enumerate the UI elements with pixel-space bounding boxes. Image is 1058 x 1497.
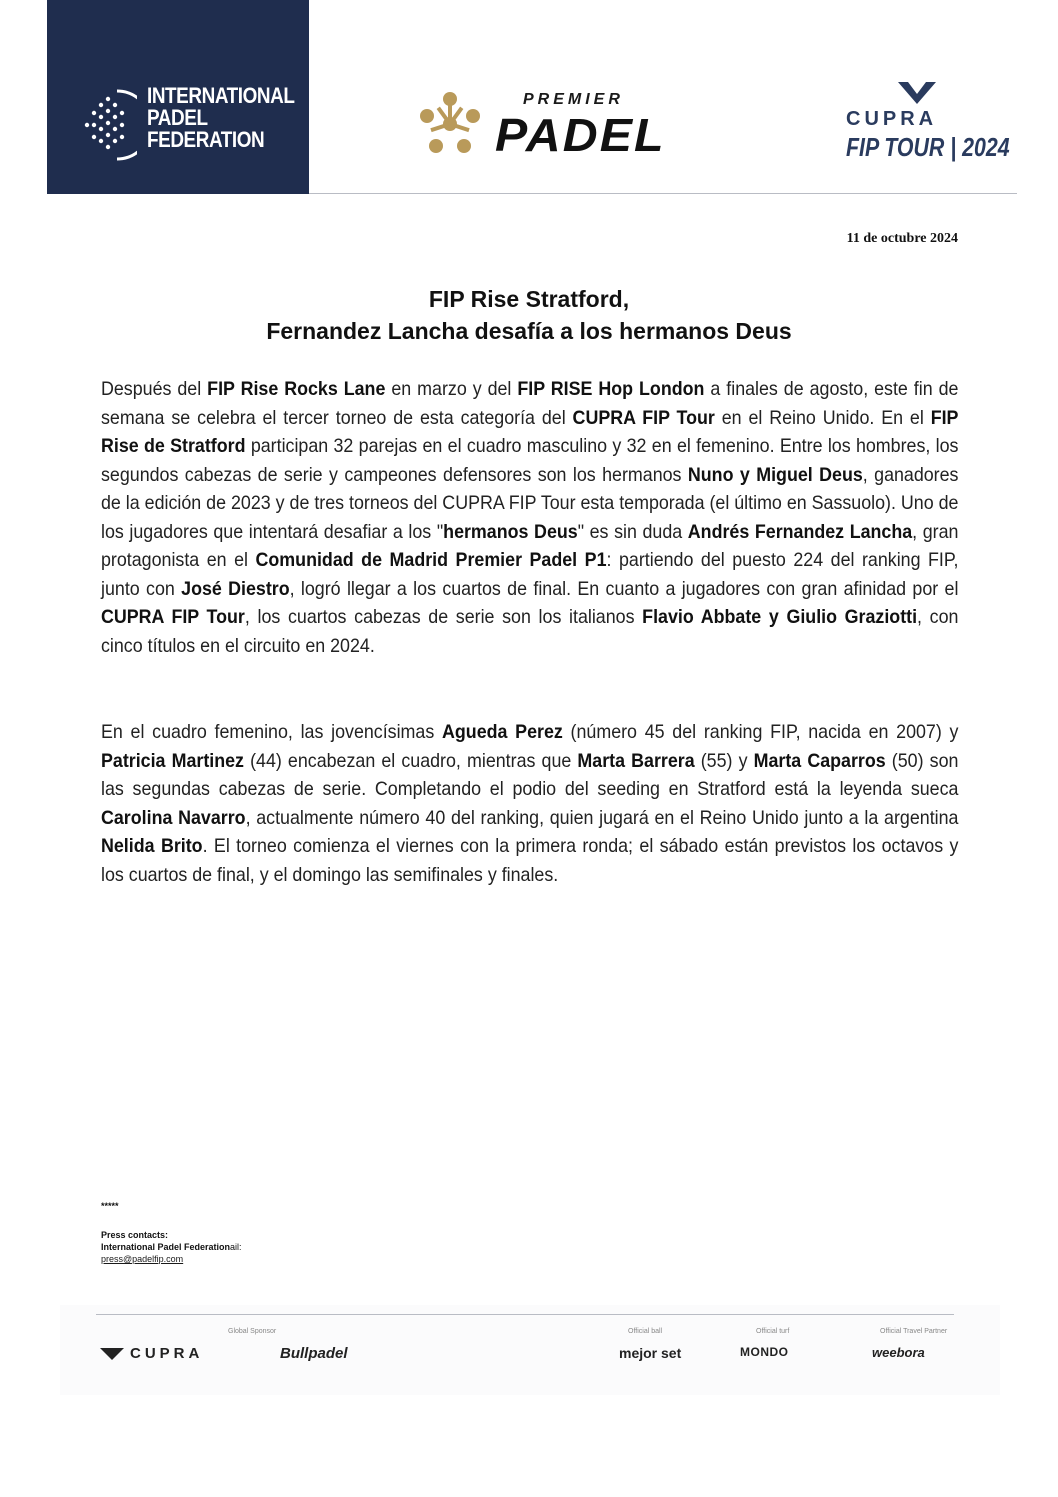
headline-line-2: Fernandez Lancha desafía a los hermanos Deus [266,318,792,344]
text-run: Después del [101,379,208,400]
press-org-suffix: ail: [230,1242,242,1252]
press-email-link[interactable]: press@padelfip.com [101,1254,184,1264]
premier-padel-logo [417,88,717,160]
press-contacts-heading: Press contacts: [101,1230,169,1240]
bold-run: Nuno y Miguel Deus [687,464,863,486]
text-run: (44) encabezan el cuadro, mientras que [243,750,578,772]
text-run: , ganadores de la edición de 2023 y de tres torneos del CUPRA FIP Tour esta temporada (el último en Sassuolo). Uno de los jugadores que intentará desafiar a los " [101,464,959,543]
cupra-sponsor-logo [100,1345,203,1362]
body-paragraph-2 [101,719,958,890]
bold-run: Marta Barrera [577,750,695,772]
text-run: (número 45 del ranking FIP, nacida en 2007) y [562,722,959,743]
ipf-wordmark [147,85,295,151]
body-paragraph-1 [101,376,958,661]
text-run: , actualmente número 40 del ranking, quien jugará en el Reino Unido junto a la argentina [245,807,959,829]
bold-run: José Diestro [181,578,290,600]
cupra-fip-tour-logo [840,80,1010,170]
bold-run: Nelida Brito [101,836,203,857]
header-divider [309,193,1017,194]
text-run: (50) son las segundas cabezas de serie. Completando el podio del seeding en Stratford está la leyenda sueca [101,750,959,800]
ipf-line: INTERNATIONAL [147,83,295,108]
cupra-sponsor-text: CUPRA [130,1345,204,1362]
sponsor-label-ball: Official ball [628,1328,663,1335]
bold-run: CUPRA FIP Tour [101,607,245,628]
text-run: En el cuadro femenino, las jovencísimas [101,722,443,743]
mejorset-sponsor-logo: mejor set [619,1345,682,1361]
sponsor-label-turf: Official turf [756,1328,790,1335]
bold-run: FIP Rise de Stratford [101,407,959,457]
press-org-name: International Padel Federation [101,1242,231,1252]
text-run: (55) y [694,750,754,772]
premier-padel-star-icon [417,90,483,158]
ipf-header-block [47,0,309,194]
text-run: en marzo y del [385,379,518,400]
premier-label: PREMIER [523,91,624,108]
headline-line-1: FIP Rise Stratford, [428,286,630,312]
sponsor-label-travel: Official Travel Partner [880,1328,948,1335]
bullpadel-sponsor-logo: Bullpadel [280,1345,348,1362]
separator-stars: ***** [101,1201,119,1211]
bold-run: CUPRA FIP Tour [572,407,715,429]
bold-run: Marta Caparros [753,750,886,772]
text-run: en el Reino Unido. En el [714,407,931,429]
fip-tour-wordmark: FIP TOUR | 2024 [846,132,1010,162]
bold-run: Andrés Fernandez Lancha [687,521,913,543]
bold-run: Flavio Abbate y Giulio Graziotti [642,607,918,628]
bold-run: Carolina Navarro [101,807,246,829]
bold-run: Patricia Martinez [101,750,244,772]
ipf-line: PADEL [147,105,208,130]
cupra-footer-emblem-icon [100,1348,124,1360]
text-run: a finales de agosto, este fin de semana se celebra el tercer torneo de esta categoría del [101,379,959,429]
text-run: : partiendo del puesto 224 del ranking FIP, junto con [101,550,959,600]
bold-run: Agueda Perez [442,722,563,743]
text-run: , los cuartos cabezas de serie son los italianos [244,607,643,628]
text-run: participan 32 parejas en el cuadro masculino y 32 en el femenino. Entre los hombres, los segundos cabezas de serie y campeones defensores son los hermanos [101,436,959,486]
bold-run: hermanos Deus [443,521,578,543]
cupra-emblem-icon [896,80,938,106]
ipf-line: FEDERATION [147,127,265,152]
press-contact-org [101,1242,242,1252]
weebora-sponsor-logo: weebora [872,1345,925,1360]
text-run: " es sin duda [577,521,688,543]
bold-run: FIP RISE Hop London [517,379,705,400]
cupra-wordmark: CUPRA [846,108,938,130]
text-run: . El torneo comienza el viernes con la primera ronda; el sábado están previstos los octavos y los cuartos de final, y el domingo las semifinales y finales. [101,836,959,886]
ipf-ball-logo-icon [77,85,137,165]
text-run: , logró llegar a los cuartos de final. En cuanto a jugadores con gran afinidad por el [289,578,959,600]
bold-run: Comunidad de Madrid Premier Padel P1 [255,550,607,571]
release-date: 11 de octubre 2024 [846,231,958,246]
text-run: , gran protagonista en el [101,521,959,571]
bold-run: FIP Rise Rocks Lane [207,379,386,400]
sponsor-label-global: Global Sponsor [228,1328,277,1335]
text-run: , con cinco títulos en el circuito en 2024. [101,607,959,657]
padel-label: PADEL [495,109,666,161]
mondo-sponsor-logo: MONDO [740,1345,789,1359]
sponsor-divider [96,1314,954,1315]
